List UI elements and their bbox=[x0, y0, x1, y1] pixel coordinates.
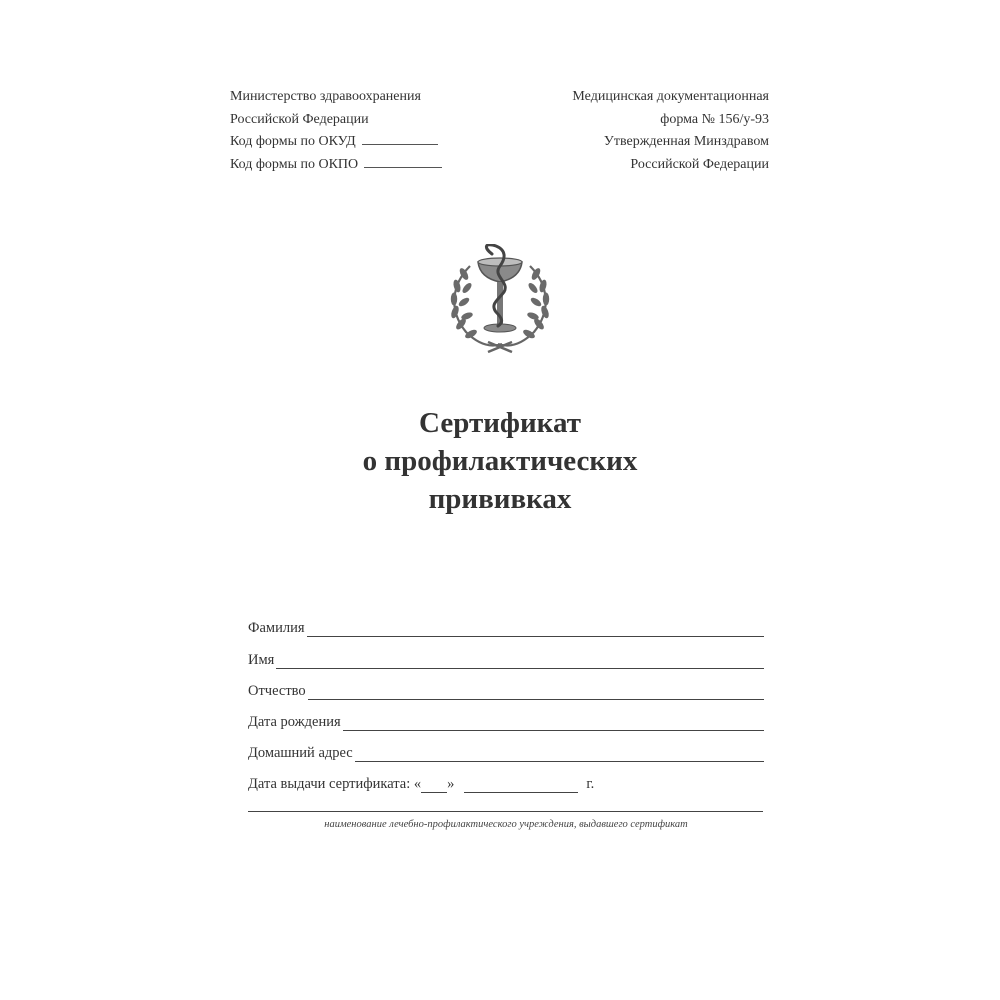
open-quote: « bbox=[413, 776, 422, 793]
patronymic-label: Отчество bbox=[248, 682, 306, 699]
birth-date-row bbox=[248, 700, 764, 731]
close-quote: » bbox=[447, 776, 455, 793]
first-name-label: Имя bbox=[248, 651, 275, 668]
ministry-line-1: Министерство здравоохранения bbox=[230, 89, 421, 104]
header-right-block bbox=[499, 86, 769, 176]
institution-caption: наименование лечебно-профилактического учреждения, выдавшего сертификат bbox=[324, 819, 688, 830]
title-line-1: Сертификат bbox=[419, 407, 581, 439]
first-name-field[interactable] bbox=[276, 653, 764, 669]
issue-date-row bbox=[248, 762, 764, 793]
personal-info-form bbox=[248, 606, 764, 793]
patronymic-field[interactable] bbox=[308, 684, 764, 700]
okud-blank-line[interactable] bbox=[362, 131, 438, 145]
birth-date-field[interactable] bbox=[343, 715, 764, 731]
doc-type-line-1: Медицинская документационная bbox=[572, 89, 769, 104]
surname-field[interactable] bbox=[307, 621, 765, 637]
document-title bbox=[0, 404, 1000, 518]
title-line-3: прививках bbox=[428, 483, 572, 515]
approved-line-1: Утвержденная Минздравом bbox=[603, 134, 769, 149]
surname-label: Фамилия bbox=[248, 620, 305, 637]
bowl-of-hygieia-laurel-emblem-icon bbox=[440, 244, 560, 356]
title-line-2: о профилактических bbox=[362, 445, 638, 477]
okud-label: Код формы по ОКУД bbox=[230, 134, 356, 149]
year-suffix: г. bbox=[586, 776, 595, 793]
birth-date-label: Дата рождения bbox=[248, 714, 341, 731]
okpo-blank-line[interactable] bbox=[364, 154, 442, 168]
okpo-code-row bbox=[230, 154, 490, 177]
first-name-row bbox=[248, 637, 764, 668]
surname-row bbox=[248, 606, 764, 637]
okpo-label: Код формы по ОКПО bbox=[230, 156, 359, 172]
home-address-row bbox=[248, 731, 764, 762]
ministry-line-2: Российской Федерации bbox=[230, 111, 369, 127]
institution-field[interactable] bbox=[248, 811, 763, 812]
issue-date-label: Дата выдачи сертификата: bbox=[248, 776, 411, 793]
home-address-field[interactable] bbox=[355, 746, 764, 762]
issue-day-field[interactable] bbox=[421, 779, 447, 793]
approved-line-2: Российской Федерации bbox=[630, 156, 769, 172]
issue-month-field[interactable] bbox=[464, 779, 578, 793]
okud-code-row bbox=[230, 131, 490, 154]
home-address-label: Домашний адрес bbox=[248, 745, 353, 762]
form-number: форма № 156/у-93 bbox=[660, 111, 769, 127]
patronymic-row bbox=[248, 669, 764, 700]
header-left-block bbox=[230, 86, 490, 176]
